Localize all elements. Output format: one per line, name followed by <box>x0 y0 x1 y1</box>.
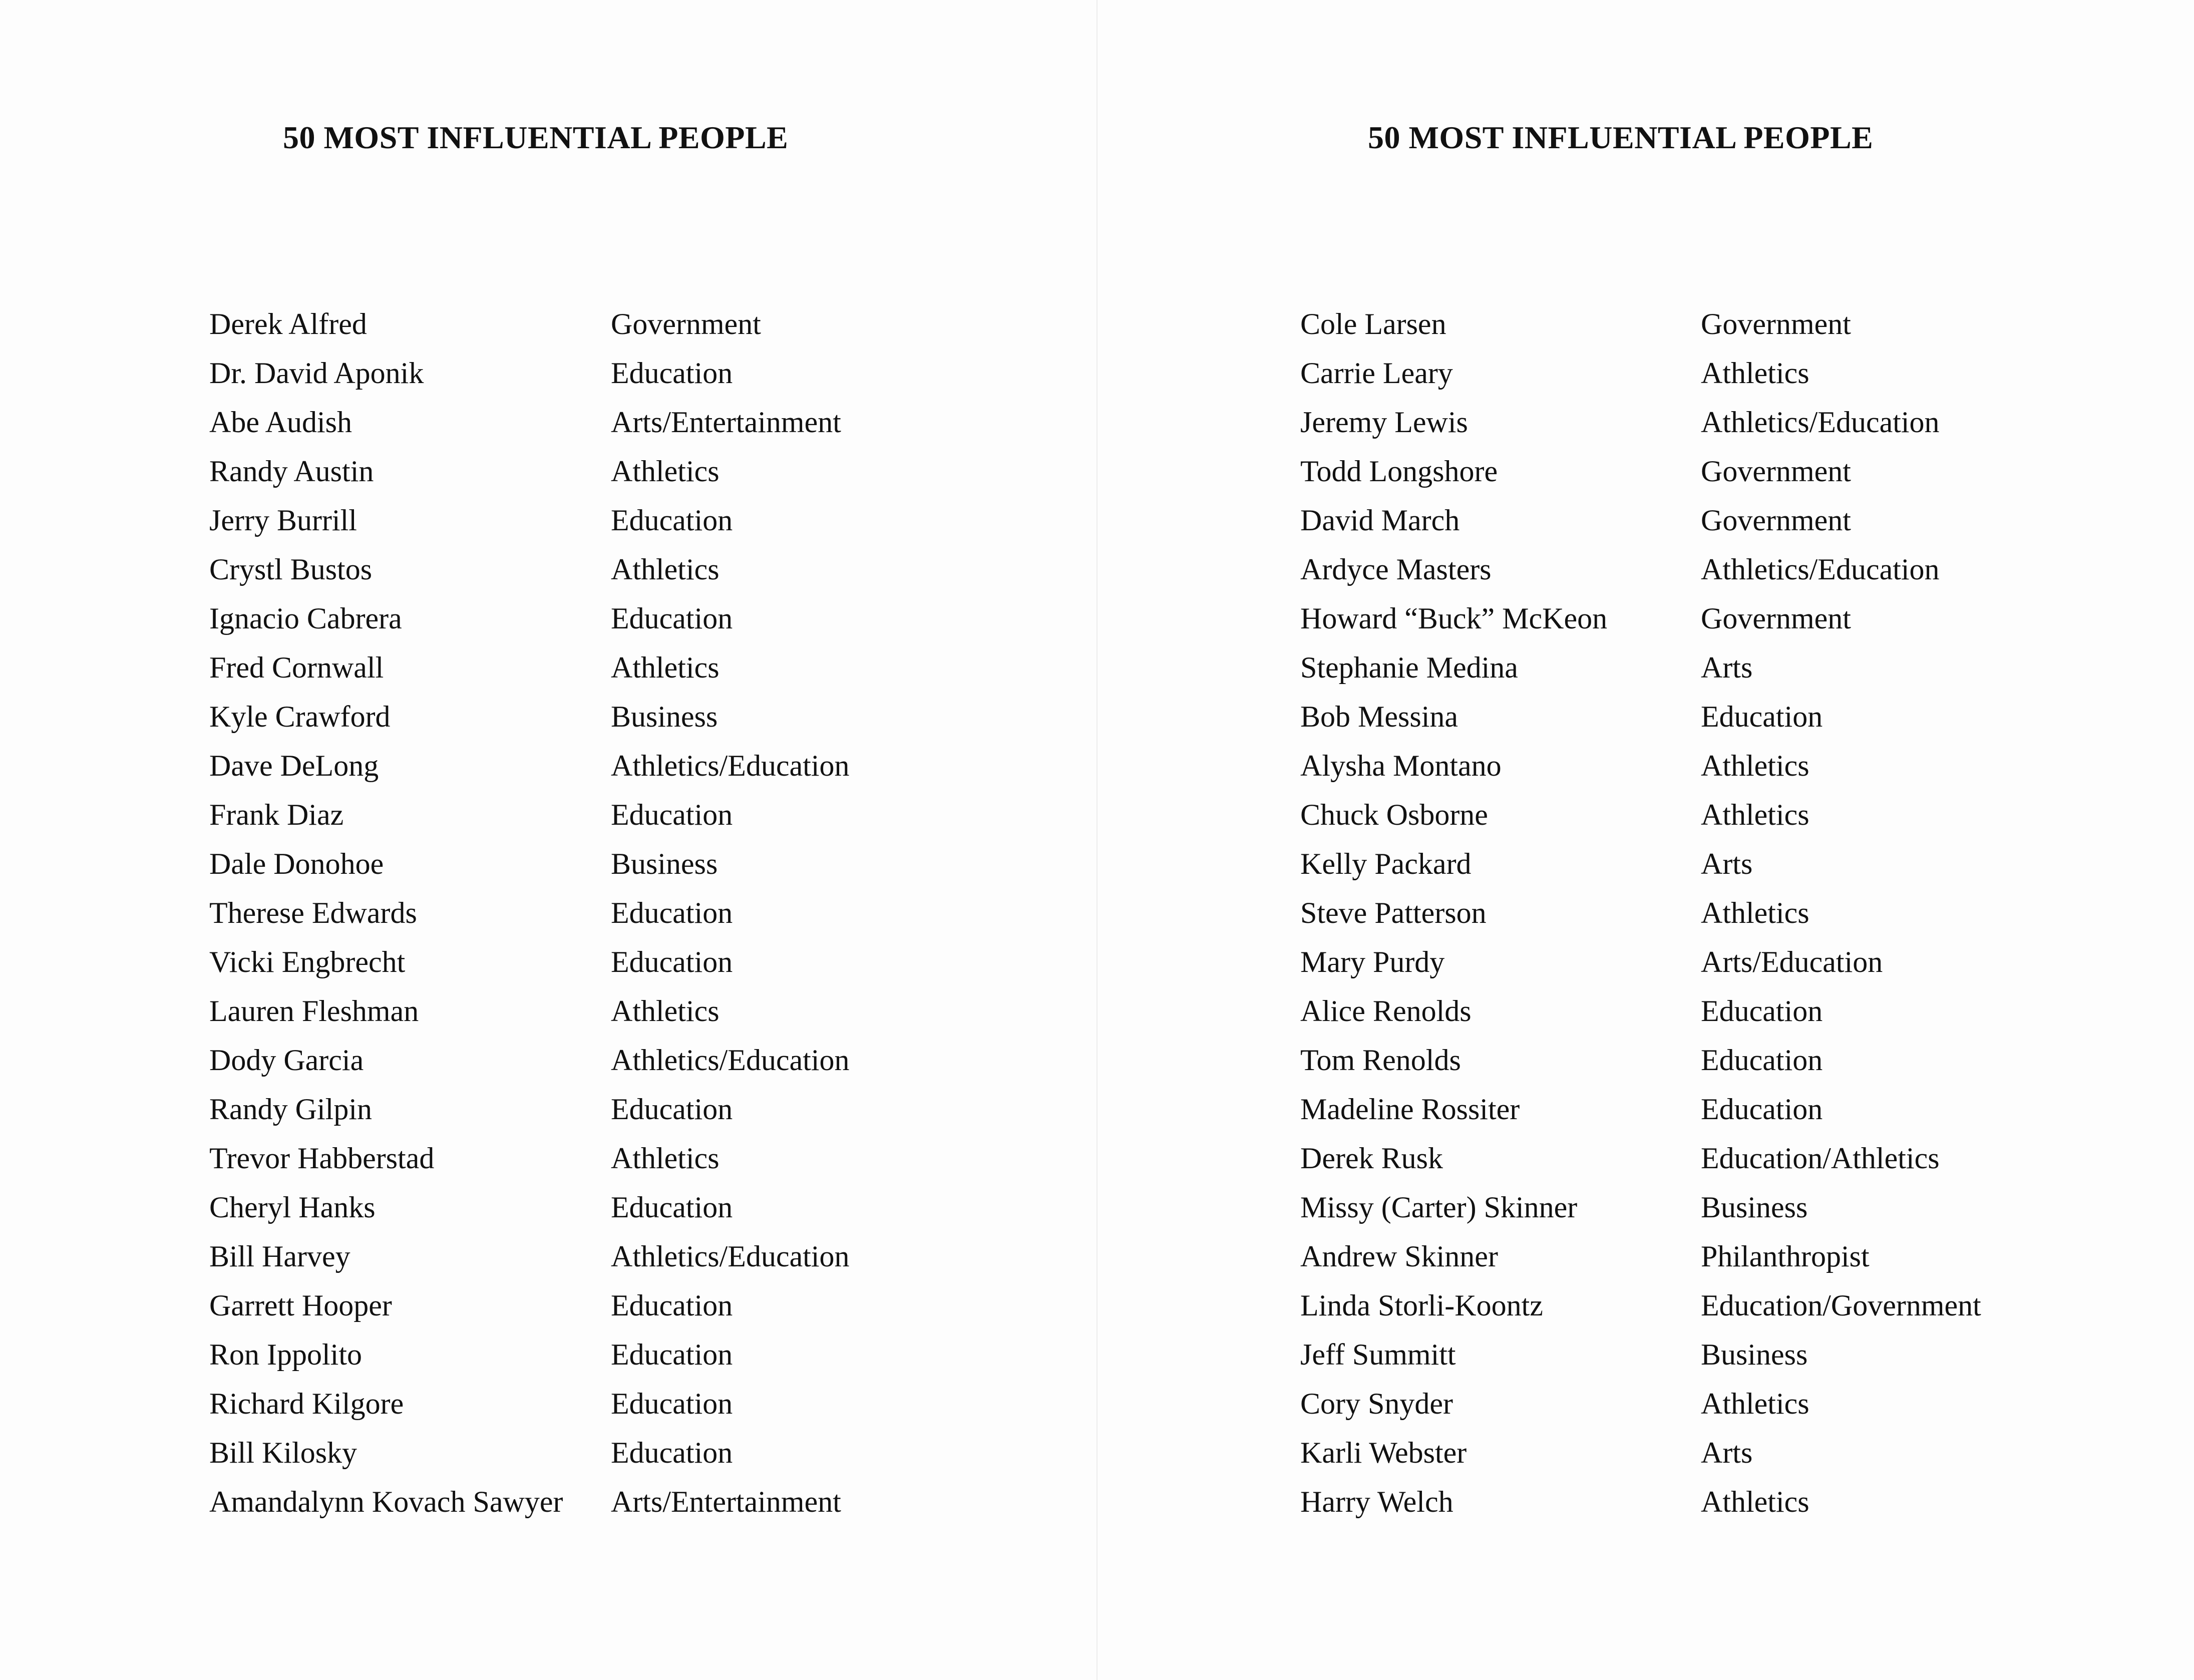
list-item <box>1300 1379 2011 1428</box>
person-name: Bob Messina <box>1300 700 1458 733</box>
list-item <box>209 1183 880 1232</box>
list-item <box>209 1134 880 1183</box>
influence-field: Government <box>1701 307 1851 341</box>
influence-field: Education <box>611 1436 733 1469</box>
person-name: Steve Patterson <box>1300 896 1487 929</box>
influence-field: Education <box>611 357 733 390</box>
list-item <box>209 790 880 839</box>
influence-field: Business <box>1701 1191 1808 1224</box>
influence-field: Athletics <box>611 651 719 684</box>
influence-field: Education <box>611 1338 733 1371</box>
influence-field: Education <box>1701 1093 1823 1126</box>
influence-field: Athletics <box>1701 357 1809 390</box>
person-name: Ardyce Masters <box>1300 553 1492 586</box>
list-item <box>209 643 880 692</box>
influence-field: Education <box>611 602 733 635</box>
influence-field: Arts/Entertainment <box>611 1485 841 1518</box>
list-item <box>209 839 880 888</box>
influence-field: Arts <box>1701 651 1753 684</box>
influence-field: Athletics/Education <box>611 1240 850 1273</box>
list-item <box>1300 299 2011 349</box>
influence-field: Arts/Education <box>1701 945 1883 978</box>
person-name: Therese Edwards <box>209 896 417 929</box>
person-name: Derek Rusk <box>1300 1142 1443 1175</box>
influence-field: Athletics/Education <box>611 1044 850 1077</box>
influence-field: Government <box>1701 602 1851 635</box>
person-name: Ignacio Cabrera <box>209 602 402 635</box>
list-item <box>209 398 880 447</box>
list-item <box>209 1036 880 1085</box>
list-item <box>209 447 880 496</box>
list-item <box>1300 1134 2011 1183</box>
list-item <box>209 1379 880 1428</box>
list-item <box>209 937 880 986</box>
influence-field: Education <box>611 1289 733 1322</box>
person-name: Missy (Carter) Skinner <box>1300 1191 1578 1224</box>
list-item <box>209 692 880 741</box>
person-name: Fred Cornwall <box>209 651 384 684</box>
influence-field: Government <box>1701 504 1851 537</box>
list-item <box>1300 1428 2011 1477</box>
list-item <box>1300 496 2011 545</box>
influence-field: Education/Athletics <box>1701 1142 1940 1175</box>
influence-field: Athletics <box>611 994 719 1028</box>
person-name: Linda Storli-Koontz <box>1300 1289 1543 1322</box>
influence-field: Athletics/Education <box>611 749 850 782</box>
person-name: Jerry Burrill <box>209 504 357 537</box>
list-item <box>209 1330 880 1379</box>
influence-field: Education <box>611 798 733 831</box>
list-item <box>209 1281 880 1330</box>
person-name: Harry Welch <box>1300 1485 1453 1518</box>
page-title: 50 MOST INFLUENTIAL PEOPLE <box>1368 119 1874 155</box>
person-name: Todd Longshore <box>1300 455 1498 488</box>
person-name: Derek Alfred <box>209 307 367 341</box>
person-name: Cheryl Hanks <box>209 1191 376 1224</box>
influence-field: Education <box>1701 994 1823 1028</box>
influence-field: Business <box>611 700 718 733</box>
list-item <box>209 299 880 349</box>
influence-field: Business <box>611 847 718 880</box>
person-name: Jeff Summitt <box>1300 1338 1456 1371</box>
list-item <box>1300 790 2011 839</box>
person-name: Alice Renolds <box>1300 994 1472 1028</box>
person-name: Madeline Rossiter <box>1300 1093 1520 1126</box>
list-item <box>1300 839 2011 888</box>
influence-field: Athletics/Education <box>1701 406 1940 439</box>
list-item <box>209 986 880 1036</box>
person-name: Dave DeLong <box>209 749 379 782</box>
influence-field: Education <box>611 1093 733 1126</box>
influence-field: Arts <box>1701 1436 1753 1469</box>
person-name: Crystl Bustos <box>209 553 373 586</box>
person-name: Andrew Skinner <box>1300 1240 1498 1273</box>
list-item <box>1300 1085 2011 1134</box>
person-name: Howard “Buck” McKeon <box>1300 602 1608 635</box>
people-list <box>209 299 880 1526</box>
person-name: Ron Ippolito <box>209 1338 362 1371</box>
person-name: Carrie Leary <box>1300 357 1453 390</box>
person-name: Garrett Hooper <box>209 1289 392 1322</box>
influence-field: Philanthropist <box>1701 1240 1870 1273</box>
list-item <box>1300 349 2011 398</box>
list-item <box>1300 937 2011 986</box>
list-item <box>1300 1036 2011 1085</box>
influence-field: Education <box>611 1387 733 1420</box>
list-item <box>209 888 880 937</box>
people-list <box>1300 299 2011 1526</box>
person-name: Randy Gilpin <box>209 1093 372 1126</box>
person-name: Richard Kilgore <box>209 1387 404 1420</box>
influence-field: Athletics <box>1701 1485 1809 1518</box>
person-name: Cory Snyder <box>1300 1387 1453 1420</box>
influence-field: Athletics <box>611 553 719 586</box>
influence-field: Athletics <box>1701 1387 1809 1420</box>
influence-field: Arts <box>1701 847 1753 880</box>
list-item <box>209 594 880 643</box>
person-name: Kelly Packard <box>1300 847 1472 880</box>
list-item <box>209 1085 880 1134</box>
list-item <box>1300 1183 2011 1232</box>
list-item <box>1300 1281 2011 1330</box>
person-name: Mary Purdy <box>1300 945 1445 978</box>
list-item <box>1300 741 2011 790</box>
influence-field: Athletics/Education <box>1701 553 1940 586</box>
list-item <box>209 1477 880 1526</box>
influence-field: Education <box>1701 700 1823 733</box>
person-name: Dale Donohoe <box>209 847 384 880</box>
person-name: Cole Larsen <box>1300 307 1446 341</box>
list-item <box>209 496 880 545</box>
list-item <box>1300 447 2011 496</box>
influence-field: Education <box>611 1191 733 1224</box>
person-name: Frank Diaz <box>209 798 344 831</box>
influence-field: Athletics <box>611 1142 719 1175</box>
influence-field: Business <box>1701 1338 1808 1371</box>
influence-field: Athletics <box>611 455 719 488</box>
influence-field: Athletics <box>1701 896 1809 929</box>
person-name: Abe Audish <box>209 406 352 439</box>
person-name: Vicki Engbrecht <box>209 945 406 978</box>
influence-field: Education/Government <box>1701 1289 1981 1322</box>
influence-field: Education <box>611 504 733 537</box>
person-name: Amandalynn Kovach Sawyer <box>209 1485 563 1518</box>
list-item <box>1300 398 2011 447</box>
list-item <box>209 741 880 790</box>
person-name: Dr. David Aponik <box>209 357 424 390</box>
list-item <box>209 545 880 594</box>
list-item <box>1300 1330 2011 1379</box>
list-item <box>1300 888 2011 937</box>
influence-field: Arts/Entertainment <box>611 406 841 439</box>
influence-field: Education <box>611 945 733 978</box>
person-name: Alysha Montano <box>1300 749 1502 782</box>
person-name: Karli Webster <box>1300 1436 1467 1469</box>
left-page <box>0 0 1096 1680</box>
person-name: Bill Kilosky <box>209 1436 357 1469</box>
influence-field: Government <box>1701 455 1851 488</box>
influence-field: Education <box>611 896 733 929</box>
person-name: Randy Austin <box>209 455 374 488</box>
list-item <box>1300 1232 2011 1281</box>
person-name: Trevor Habberstad <box>209 1142 435 1175</box>
page-title: 50 MOST INFLUENTIAL PEOPLE <box>283 119 789 155</box>
person-name: Kyle Crawford <box>209 700 391 733</box>
influence-field: Athletics <box>1701 749 1809 782</box>
list-item <box>1300 643 2011 692</box>
influence-field: Government <box>611 307 761 341</box>
list-item <box>209 1232 880 1281</box>
person-name: Jeremy Lewis <box>1300 406 1468 439</box>
person-name: Bill Harvey <box>209 1240 350 1273</box>
person-name: Stephanie Medina <box>1300 651 1518 684</box>
person-name: Tom Renolds <box>1300 1044 1461 1077</box>
list-item <box>1300 545 2011 594</box>
list-item <box>1300 692 2011 741</box>
person-name: David March <box>1300 504 1460 537</box>
person-name: Chuck Osborne <box>1300 798 1488 831</box>
person-name: Lauren Fleshman <box>209 994 419 1028</box>
list-item <box>209 349 880 398</box>
list-item <box>209 1428 880 1477</box>
influence-field: Education <box>1701 1044 1823 1077</box>
right-page <box>1098 0 2194 1680</box>
person-name: Dody Garcia <box>209 1044 364 1077</box>
list-item <box>1300 1477 2011 1526</box>
list-item <box>1300 594 2011 643</box>
list-item <box>1300 986 2011 1036</box>
influence-field: Athletics <box>1701 798 1809 831</box>
